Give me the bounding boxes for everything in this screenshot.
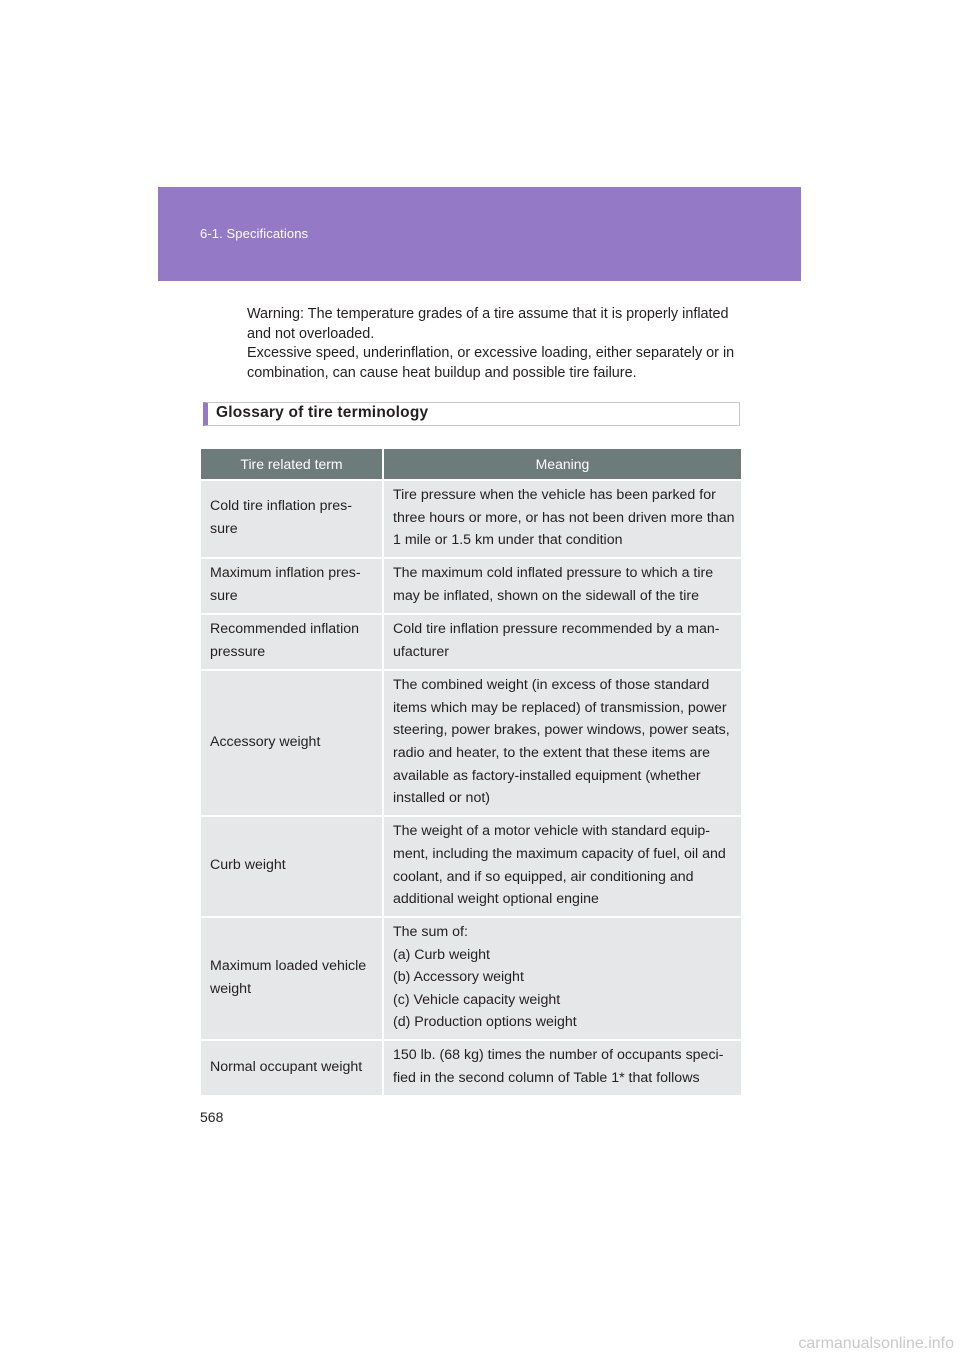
table-row xyxy=(201,1040,741,1095)
meaning-cell: 150 lb. (68 kg) times the number of occupants speci-fied in the second column of Table 1* that follows xyxy=(383,1040,741,1095)
column-header-meaning: Meaning xyxy=(383,449,741,480)
table-row xyxy=(201,558,741,614)
meaning-cell: The sum of: (a) Curb weight (b) Accessory weight (c) Vehicle capacity weight (d) Production options weight xyxy=(383,917,741,1040)
table-row xyxy=(201,917,741,1040)
meaning-cell: The combined weight (in excess of those standard items which may be replaced) of transmission, power steering, power brakes, power windows, power seats, radio and heater, to the extent that these items are available as factory-installed equipment (whether installed or not) xyxy=(383,670,741,816)
term-cell: Recommended inflation pressure xyxy=(201,614,383,670)
watermark: carmanualsonline.info xyxy=(798,1335,954,1352)
page-number: 568 xyxy=(200,1109,224,1125)
meaning-cell: The maximum cold inflated pressure to which a tire may be inflated, shown on the sidewall of the tire xyxy=(383,558,741,614)
warning-line-1: Warning: The temperature grades of a tire assume that it is properly inflated and not overloaded. xyxy=(247,306,729,342)
glossary-heading xyxy=(203,402,740,426)
term-cell: Normal occupant weight xyxy=(201,1040,383,1095)
term-cell: Cold tire inflation pres-sure xyxy=(201,480,383,558)
section-label: 6-1. Specifications xyxy=(200,226,309,241)
term-cell: Curb weight xyxy=(201,816,383,917)
warning-text xyxy=(247,305,747,383)
glossary-heading-text: Glossary of tire terminology xyxy=(216,404,429,421)
column-header-term: Tire related term xyxy=(201,449,383,480)
table-row xyxy=(201,816,741,917)
table-header-row xyxy=(201,449,741,480)
meaning-cell: The weight of a motor vehicle with standard equip-ment, including the maximum capacity of fuel, oil and coolant, and if so equipped, air conditioning and additional weight optional engine xyxy=(383,816,741,917)
warning-line-2: Excessive speed, underinflation, or excessive loading, either separately or in combination, can cause heat buildup and possible tire failure. xyxy=(247,345,735,381)
table-row xyxy=(201,670,741,816)
glossary-table xyxy=(201,449,741,1095)
term-cell: Maximum inflation pres-sure xyxy=(201,558,383,614)
table-row xyxy=(201,614,741,670)
term-cell: Maximum loaded vehicle weight xyxy=(201,917,383,1040)
meaning-cell: Cold tire inflation pressure recommended by a man-ufacturer xyxy=(383,614,741,670)
table-row xyxy=(201,480,741,558)
meaning-cell: Tire pressure when the vehicle has been parked for three hours or more, or has not been driven more than 1 mile or 1.5 km under that condition xyxy=(383,480,741,558)
term-cell: Accessory weight xyxy=(201,670,383,816)
